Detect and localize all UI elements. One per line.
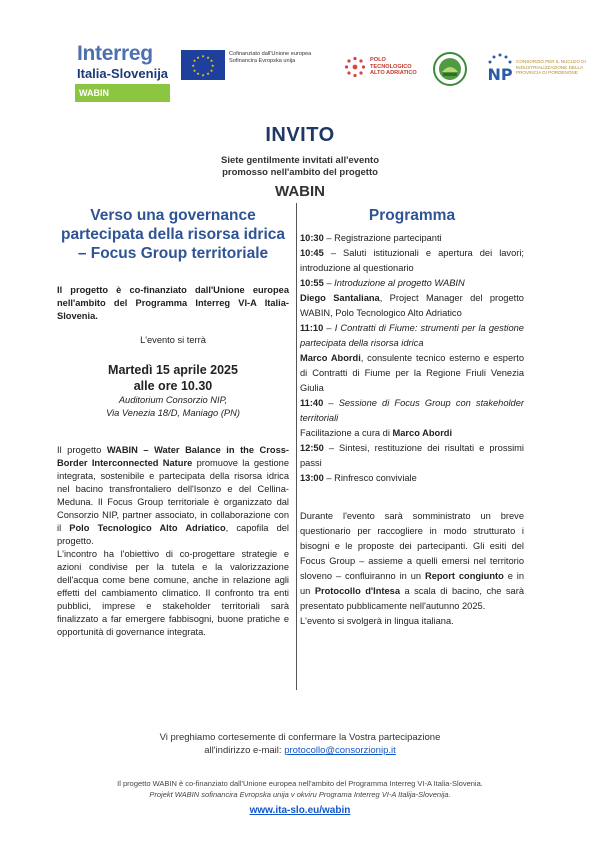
program-speaker-role: , Project Manager del progetto WABIN, Polo Tecnologico Alto Adriatico	[300, 293, 524, 318]
closing-paragraph	[300, 509, 524, 614]
cofinancing-statement: Il progetto è co-finanziato dall'Unione europea nell'ambito del Programma Interreg VI-A Italia-Slovenia.	[57, 285, 289, 321]
program-talk: I Contratti di Fiume: strumenti per la gestione partecipata della risorsa idrica	[300, 323, 524, 348]
program-item: 11:10 – I Contratti di Fiume: strumenti per la gestione partecipata della risorsa idrica Marco Abordi, consulente tecnico esterno e esperto di Contratti di Fiume per la Regione Friuli Venezia Giulia	[300, 323, 524, 393]
description-paragraph-2: L'incontro ha l'obiettivo di co-progettare strategie e azioni condivise per la tutela e la valorizzazione dell'acqua come bene comune, anche in relazione agli effetti del cambiamento climatico. Il confronto tra enti pubblici, imprese e stakeholder territoriali sarà finalizzato a far emergere fabbisogni, buone pratiche e opportunità di governance integrata.	[57, 549, 289, 637]
text-run: , capofila del progetto.	[57, 523, 290, 546]
svg-text:★: ★	[206, 54, 210, 60]
text-run: Il progetto	[57, 445, 107, 455]
program-time: 11:40	[300, 398, 324, 408]
program-item	[300, 471, 524, 486]
svg-text:★: ★	[196, 71, 200, 77]
venue-name: Auditorium Consorzio NIP,	[118, 395, 228, 405]
language-note: L'evento si svolgerà in lingua italiana.	[300, 616, 454, 626]
program-speaker: Marco Abordi	[300, 353, 361, 363]
page-title: INVITO	[265, 124, 335, 146]
description-paragraph-1	[57, 444, 289, 548]
left-column	[57, 206, 289, 639]
program-title: Programma	[368, 207, 456, 224]
svg-text:★: ★	[192, 67, 197, 73]
header-logos	[0, 0, 600, 108]
svg-text:★: ★	[201, 72, 205, 78]
eu-flag-icon	[181, 50, 225, 80]
program-time: 10:55	[300, 278, 324, 288]
program-item	[300, 441, 524, 471]
event-label: L'evento si terrà	[140, 335, 206, 345]
program-item: 11:40 – Sessione di Focus Group con stakeholder territoriali Facilitazione a cura di Marco Abordi	[300, 398, 524, 438]
program-facilitator: Marco Abordi	[392, 428, 453, 438]
program-item	[300, 246, 524, 276]
program-time: 10:30	[300, 233, 324, 243]
event-date: Martedì 15 aprile 2025	[108, 363, 238, 377]
svg-text:★: ★	[206, 71, 210, 77]
project-tag-label: WABIN	[79, 88, 109, 98]
program-talk: Sessione di Focus Group con stakeholder territoriali	[300, 398, 524, 423]
intro-line-1: Siete gentilmente invitati all'evento	[221, 155, 379, 166]
project-tag	[75, 84, 170, 102]
contact-email-link[interactable]: protocollo@consorzionip.it	[284, 745, 396, 756]
cofinancing-note-sl: Projekt WABIN sofinancira Evropska unija v okviru Programa Interreg VI-A Italija-Slovenija.	[149, 790, 451, 799]
eu-cofinancing-sl: Sofinancira Evropska unija	[229, 58, 296, 64]
svg-text:★: ★	[209, 58, 214, 64]
program-item	[300, 231, 524, 246]
eu-cofinancing-text	[229, 51, 319, 65]
program-time: 10:45	[300, 248, 324, 258]
program-text: – Rinfresco conviviale	[323, 473, 417, 483]
project-description	[57, 444, 289, 639]
interreg-region: Italia-Slovenija	[77, 66, 169, 81]
project-title: WABIN	[275, 183, 325, 200]
event-subtitle: Verso una governance partecipata della risorsa idrica – Focus Group territoriale	[61, 207, 285, 262]
event-venue	[57, 394, 289, 420]
program-time: 13:00	[300, 473, 324, 483]
green-seal-logo	[433, 52, 467, 86]
nip-logo-text: CONSORZIO PER IL NUCLEO DI INDUSTRIALIZZAZIONE DELLA PROVINCIA DI PORDENONE	[516, 59, 586, 75]
nip-logo	[486, 52, 514, 84]
confirm-email-line	[0, 745, 600, 756]
svg-text:★: ★	[209, 67, 214, 73]
svg-text:★: ★	[192, 58, 197, 64]
event-time: alle ore 10.30	[133, 379, 213, 393]
program-speaker-role: , consulente tecnico esterno e esperto di Contratti di Fiume per la Regione Friuli Venezia Giulia	[300, 353, 524, 393]
venue-address: Via Venezia 18/D, Maniago (PN)	[106, 408, 240, 418]
spacer	[300, 486, 524, 509]
event-datetime	[57, 362, 289, 394]
column-divider	[296, 203, 297, 690]
project-full-name: WABIN – Water Balance in the Cross-Border Interconnected Nature	[57, 445, 290, 468]
report-name: Report congiunto	[424, 571, 504, 581]
website-link[interactable]: www.ita-slo.eu/wabin	[249, 805, 351, 816]
interreg-logo	[77, 44, 172, 82]
invitation-intro	[0, 155, 600, 179]
program-facilitation: Facilitazione a cura di	[300, 428, 393, 438]
email-label: all'indirizzo e-mail:	[204, 745, 285, 756]
text-run: Durante l'evento sarà somministrato un breve questionario per raccogliere in modo strutturato i bisogni e le proposte dei partecipanti. Gli esiti del Focus Group – assieme a quelli emersi nel territorio sloveno – confluiranno in un	[300, 511, 524, 581]
program-item: 10:55 – Introduzione al progetto WABIN Diego Santaliana, Project Manager del progetto WABIN, Polo Tecnologico Alto Adriatico	[300, 278, 524, 318]
intro-line-2: promosso nell'ambito del progetto	[222, 167, 378, 178]
text-run: promuove la gestione integrata, sostenibile e partecipata della risorsa idrica nel bacino transfrontaliero dell'Isonzo e del Cellina-Meduna. Il Focus Group territoriale è organizzato dal Consorzio NIP, partner associato, in collaborazione con il	[57, 458, 289, 533]
text-run: e in un	[300, 571, 525, 596]
program-time: 12:50	[300, 443, 324, 453]
text-run: a scala di bacino, che sarà presentato pubblicamente nell'autunno 2025.	[300, 586, 524, 611]
svg-text:★: ★	[201, 53, 205, 59]
program-text: – Saluti istituzionali e apertura dei lavori; introduzione al questionario	[300, 248, 524, 273]
svg-text:★: ★	[211, 63, 215, 68]
polo-logo-text: POLO TECNOLOGICO ALTO ADRIATICO	[370, 57, 417, 76]
program-text: – Registrazione partecipanti	[323, 233, 442, 243]
cofinancing-note-it: Il progetto WABIN è co-finanziato dall'Unione europea nell'ambito del Programma Interreg VI-A Italia-Slovenia.	[117, 779, 483, 788]
lead-partner-name: Polo Tecnologico Alto Adriatico	[69, 523, 226, 533]
svg-text:★: ★	[196, 54, 200, 60]
program-text: – Sintesi, restituzione dei risultati e prossimi passi	[300, 443, 524, 468]
eu-cofinancing-it: Cofinanziato dall'Unione europea	[229, 51, 312, 57]
program-speaker: Diego Santaliana	[300, 293, 380, 303]
program-talk: Introduzione al progetto WABIN	[334, 278, 465, 288]
confirm-request: Vi preghiamo cortesemente di confermare la Vostra partecipazione	[159, 732, 441, 743]
interreg-name: Interreg	[77, 42, 153, 65]
right-column	[300, 206, 524, 629]
protocol-name: Protocollo d'Intesa	[314, 586, 401, 596]
svg-text:★: ★	[191, 63, 195, 68]
program-time: 11:10	[300, 323, 324, 333]
program-list	[300, 231, 524, 629]
svg-text:NP: NP	[487, 65, 513, 84]
polo-tecnologico-logo	[344, 56, 366, 78]
